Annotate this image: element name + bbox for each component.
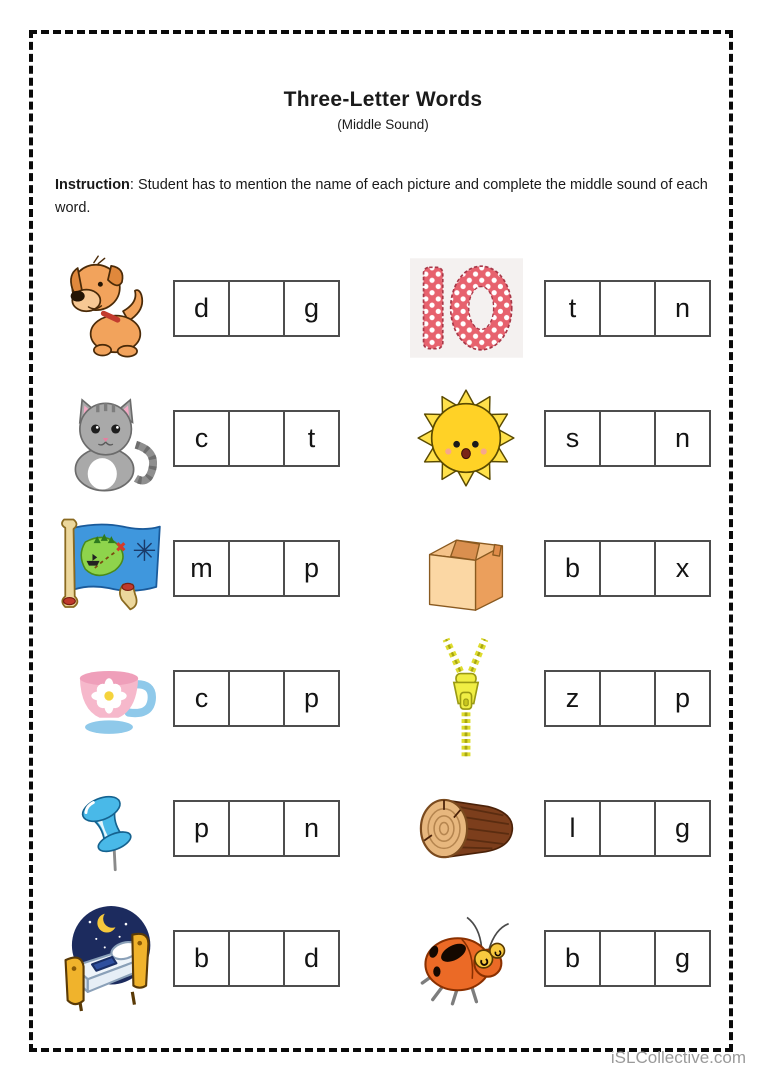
letter-box-middle-blank[interactable] <box>599 410 656 467</box>
letter-box-middle-blank[interactable] <box>599 930 656 987</box>
letter-box-last: g <box>283 280 340 337</box>
map-image <box>48 516 170 620</box>
letter-box-last: t <box>283 410 340 467</box>
letter-box-last: n <box>654 410 711 467</box>
letter-box-last: g <box>654 930 711 987</box>
letter-box-last: x <box>654 540 711 597</box>
bug-image <box>405 906 527 1010</box>
log-image <box>405 792 527 864</box>
islcollective-watermark: iSLCollective.com <box>610 1048 746 1067</box>
letter-box-last: n <box>654 280 711 337</box>
letter-boxes-bug <box>544 930 711 987</box>
letter-box-first: b <box>544 540 601 597</box>
letter-box-first: s <box>544 410 601 467</box>
bed-image <box>48 900 170 1016</box>
worksheet-header <box>0 88 766 132</box>
letter-box-first: z <box>544 670 601 727</box>
dog-image <box>48 252 170 364</box>
letter-box-first: p <box>173 800 230 857</box>
worksheet-item-cat <box>48 373 340 503</box>
letter-box-first: b <box>173 930 230 987</box>
worksheet-item-map <box>48 503 340 633</box>
letter-boxes-sun <box>544 410 711 467</box>
letter-boxes-ten <box>544 280 711 337</box>
letter-box-middle-blank[interactable] <box>228 540 285 597</box>
letter-boxes-log <box>544 800 711 857</box>
letter-box-first: l <box>544 800 601 857</box>
letter-boxes-cat <box>173 410 340 467</box>
cat-image <box>48 384 170 492</box>
cup-image <box>48 657 170 739</box>
letter-box-last: n <box>283 800 340 857</box>
worksheet-item-pin <box>48 763 340 893</box>
letter-box-middle-blank[interactable] <box>228 670 285 727</box>
letter-box-first: d <box>173 280 230 337</box>
letter-boxes-cup <box>173 670 340 727</box>
sun-image <box>405 386 527 490</box>
worksheet-item-cup <box>48 633 340 763</box>
ten-image <box>405 258 527 358</box>
letter-boxes-dog <box>173 280 340 337</box>
letter-box-middle-blank[interactable] <box>228 800 285 857</box>
worksheet-item-bug <box>405 893 711 1023</box>
letter-box-middle-blank[interactable] <box>228 930 285 987</box>
letter-box-middle-blank[interactable] <box>228 280 285 337</box>
worksheet-item-ten <box>405 243 711 373</box>
letter-box-last: g <box>654 800 711 857</box>
letter-box-middle-blank[interactable] <box>599 540 656 597</box>
letter-box-middle-blank[interactable] <box>599 800 656 857</box>
letter-box-first: b <box>544 930 601 987</box>
letter-box-middle-blank[interactable] <box>599 670 656 727</box>
letter-box-first: t <box>544 280 601 337</box>
letter-boxes-map <box>173 540 340 597</box>
page-title: Three-Letter Words <box>283 88 483 111</box>
instruction-text: Instruction: Student has to mention the name of each picture and complete the middle sound of each word. <box>55 177 708 217</box>
letter-box-first: m <box>173 540 230 597</box>
letter-box-last: p <box>283 540 340 597</box>
letter-boxes-pin <box>173 800 340 857</box>
letter-boxes-box <box>544 540 711 597</box>
box-image <box>405 522 527 614</box>
letter-box-last: p <box>654 670 711 727</box>
page-subtitle: (Middle Sound) <box>337 117 429 132</box>
worksheet-item-zip <box>405 633 711 763</box>
worksheet-item-log <box>405 763 711 893</box>
worksheet-item-bed <box>48 893 340 1023</box>
letter-box-last: p <box>283 670 340 727</box>
instruction-label: Instruction <box>55 177 130 193</box>
letter-box-middle-blank[interactable] <box>228 410 285 467</box>
letter-box-first: c <box>173 410 230 467</box>
letter-boxes-zip <box>544 670 711 727</box>
worksheet-item-dog <box>48 243 340 373</box>
zipper-image <box>405 637 527 759</box>
pushpin-image <box>48 780 170 876</box>
letter-box-last: d <box>283 930 340 987</box>
worksheet-item-sun <box>405 373 711 503</box>
letter-box-middle-blank[interactable] <box>599 280 656 337</box>
worksheet-item-box <box>405 503 711 633</box>
letter-box-first: c <box>173 670 230 727</box>
letter-boxes-bed <box>173 930 340 987</box>
worksheet-grid <box>48 243 711 1023</box>
